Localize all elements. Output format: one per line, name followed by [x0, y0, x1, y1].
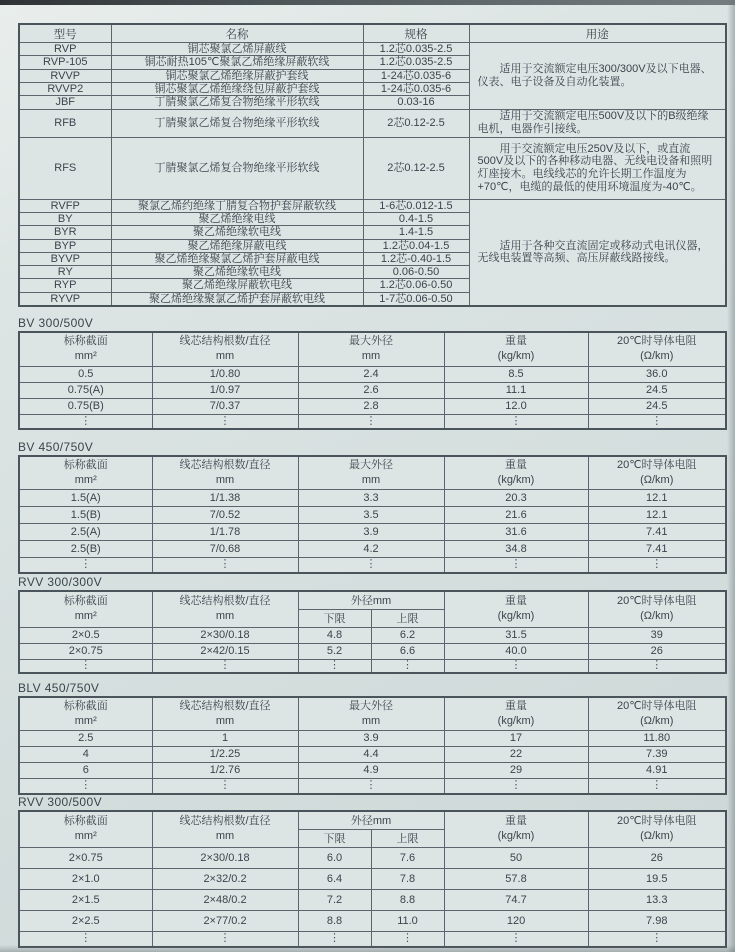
ellipsis-mark: ⋮ — [298, 557, 444, 573]
data-cell: 22 — [444, 746, 588, 762]
lower-limit-header: 下限 — [298, 609, 371, 627]
column-header — [298, 456, 444, 489]
header-line2: (Ω/km) — [640, 610, 674, 623]
data-cell: 3.9 — [298, 730, 444, 746]
model-cell: RVVP2 — [19, 82, 111, 95]
data-cell: 6.0 — [298, 847, 371, 868]
data-cell: 11.1 — [444, 382, 588, 398]
ellipsis-mark: ⋮ — [444, 557, 588, 573]
model-cell: RVVP — [19, 69, 111, 82]
header-row — [19, 811, 726, 829]
ellipsis-mark: ⋮ — [444, 414, 588, 429]
data-cell: 8.8 — [298, 910, 371, 931]
column-header — [19, 591, 152, 627]
column-header — [298, 697, 444, 730]
column-header — [444, 811, 588, 847]
header-line1: 线芯结构根数/直径 — [179, 595, 271, 608]
data-cell: 2×42/0.15 — [152, 643, 298, 659]
header-line2: mm — [215, 610, 235, 623]
spec-cell: 2芯0.12-2.5 — [363, 109, 469, 137]
data-cell: 19.5 — [588, 868, 726, 889]
column-header — [19, 811, 152, 847]
data-cell: 40.0 — [444, 643, 588, 659]
data-row — [19, 730, 726, 746]
data-cell: 2×1.5 — [19, 889, 152, 910]
data-cell: 4.9 — [298, 762, 444, 778]
data-cell: 2.8 — [298, 398, 444, 414]
usage-text: 用于交流额定电压250V及以下，或直流500V及以下的各种移动电器、无线电设备和照明灯座接木。电线线芯的允许长期工作温度为+70℃，电缆的最低的使用环境温度为-40℃。 — [477, 142, 713, 193]
data-cell: 20.3 — [444, 489, 588, 506]
ellipsis-mark: ⋮ — [152, 778, 298, 794]
ellipsis-mark: ⋮ — [19, 778, 152, 794]
model-cell: RY — [19, 266, 111, 279]
data-row — [19, 540, 726, 557]
lower-limit-header: 下限 — [298, 829, 371, 847]
section-title: BLV 450/750V — [18, 681, 100, 695]
data-cell: 1 — [152, 730, 298, 746]
header-line2: mm² — [74, 714, 97, 727]
header-line1: 重量 — [505, 458, 527, 471]
model-cell: RYVP — [19, 292, 111, 306]
spec-data-table — [18, 810, 727, 948]
name-cell: 丁腈聚氯乙烯复合物绝缘平形软线 — [111, 96, 363, 109]
spec-cell: 0.4-1.5 — [363, 212, 469, 225]
data-cell: 2×30/0.18 — [152, 847, 298, 868]
data-cell: 1.5(B) — [19, 506, 152, 523]
data-cell: 7.41 — [588, 523, 726, 540]
name-cell: 铜芯聚氯乙烯屏蔽线 — [111, 43, 363, 56]
data-cell: 26 — [588, 643, 726, 659]
data-cell: 24.5 — [588, 382, 726, 398]
usage-cell — [469, 109, 726, 137]
header-line1: 线芯结构根数/直径 — [179, 458, 271, 471]
spec-data-table — [18, 331, 727, 430]
data-cell: 2×0.75 — [19, 847, 152, 868]
data-cell: 7.8 — [371, 868, 444, 889]
column-header — [152, 456, 298, 489]
spec-cell: 1.4-1.5 — [363, 226, 469, 239]
header-line1: 重量 — [505, 815, 528, 828]
header-line1: 标称截面 — [63, 458, 108, 471]
data-cell: 5.2 — [298, 643, 371, 659]
ellipsis-mark: ⋮ — [152, 557, 298, 573]
header-line1: 标称截面 — [63, 595, 108, 608]
data-cell: 11.0 — [371, 910, 444, 931]
column-header — [19, 332, 152, 366]
top-table-row — [19, 43, 726, 56]
ellipsis-mark: ⋮ — [152, 414, 298, 429]
continuation-row — [19, 557, 726, 573]
ellipsis-mark: ⋮ — [444, 931, 588, 947]
header-line2: mm² — [74, 350, 97, 363]
data-cell: 29 — [444, 762, 588, 778]
top-table-header-cell: 规格 — [363, 24, 469, 43]
data-cell: 0.5 — [19, 366, 152, 382]
spec-data-table — [18, 696, 727, 795]
header-line1: 最大外径 — [349, 458, 393, 471]
data-cell: 26 — [588, 847, 726, 868]
data-row — [19, 382, 726, 398]
data-row — [19, 523, 726, 540]
header-line2: mm — [361, 714, 381, 727]
spec-data-table — [18, 590, 727, 674]
header-line2: (Ω/km) — [640, 350, 674, 363]
ellipsis-mark: ⋮ — [588, 557, 726, 573]
header-line1: 线芯结构根数/直径 — [179, 815, 271, 828]
data-cell: 7.39 — [588, 746, 726, 762]
name-cell: 铜芯聚氯乙烯绝缘屏蔽护套线 — [111, 69, 363, 82]
upper-limit-header: 上限 — [371, 829, 444, 847]
data-cell: 4 — [19, 746, 152, 762]
name-cell: 聚氯乙烯约绝缘丁腈复合物护套屏蔽软线 — [111, 199, 363, 212]
data-cell: 7/0.52 — [152, 506, 298, 523]
ellipsis-mark: ⋮ — [371, 659, 444, 673]
header-line2: (kg/km) — [497, 350, 535, 363]
scan-edge-top — [0, 0, 735, 5]
scan-edge-right — [727, 0, 735, 952]
name-cell: 聚乙烯绝缘屏蔽软电线 — [111, 279, 363, 292]
header-line1: 重量 — [505, 595, 528, 608]
model-cell: RVP-105 — [19, 56, 111, 69]
data-cell: 2.4 — [298, 366, 444, 382]
data-cell: 3.5 — [298, 506, 444, 523]
column-header — [152, 591, 298, 627]
ellipsis-mark: ⋮ — [298, 778, 444, 794]
data-cell: 12.0 — [444, 398, 588, 414]
data-cell: 17 — [444, 730, 588, 746]
data-cell: 6.6 — [371, 643, 444, 659]
name-cell: 铜芯聚氯乙烯绝缘绕包屏蔽护套线 — [111, 82, 363, 95]
data-cell: 2×2.5 — [19, 910, 152, 931]
top-table-header-cell: 用途 — [469, 24, 726, 43]
ellipsis-mark: ⋮ — [588, 414, 726, 429]
header-line2: mm — [361, 350, 381, 363]
data-cell: 7/0.37 — [152, 398, 298, 414]
top-table-row — [19, 109, 726, 137]
data-cell: 21.6 — [444, 506, 588, 523]
ellipsis-mark: ⋮ — [19, 414, 152, 429]
ellipsis-mark: ⋮ — [298, 659, 371, 673]
data-cell: 12.1 — [588, 489, 726, 506]
header-row — [19, 456, 726, 489]
spec-cell: 1-24芯0.035-6 — [363, 82, 469, 95]
top-table-header-row — [19, 24, 726, 43]
data-cell: 2×48/0.2 — [152, 889, 298, 910]
data-cell: 7.2 — [298, 889, 371, 910]
spec-cell: 1.2芯0.035-2.5 — [363, 43, 469, 56]
diameter-header: 外径mm — [298, 811, 444, 829]
data-row — [19, 643, 726, 659]
data-cell: 120 — [444, 910, 588, 931]
name-cell: 聚乙烯绝缘屏蔽电线 — [111, 239, 363, 252]
data-cell: 8.5 — [444, 366, 588, 382]
model-cell: JBF — [19, 96, 111, 109]
name-cell: 聚乙烯绝缘软电线 — [111, 226, 363, 239]
column-header — [588, 332, 726, 366]
header-line2: mm — [215, 473, 235, 486]
header-row — [19, 697, 726, 730]
data-cell: 7.41 — [588, 540, 726, 557]
section-title: BV 450/750V — [18, 440, 94, 454]
top-table-row — [19, 137, 726, 199]
data-cell: 36.0 — [588, 366, 726, 382]
section-title: RVV 300/300V — [18, 575, 102, 589]
header-line1: 20℃时导体电阻 — [616, 458, 697, 471]
header-line2: (Ω/km) — [640, 714, 674, 727]
name-cell: 聚乙烯绝缘软电线 — [111, 266, 363, 279]
data-cell: 2×30/0.18 — [152, 627, 298, 643]
data-cell: 4.4 — [298, 746, 444, 762]
column-header — [588, 811, 726, 847]
data-cell: 0.75(A) — [19, 382, 152, 398]
data-row — [19, 847, 726, 868]
spec-cell: 0.03-16 — [363, 96, 469, 109]
column-header — [19, 456, 152, 489]
top-table-header-cell: 名称 — [111, 24, 363, 43]
header-line2: mm — [215, 714, 235, 727]
ellipsis-mark: ⋮ — [19, 659, 152, 673]
header-line2: (Ω/km) — [640, 473, 674, 486]
data-cell: 74.7 — [444, 889, 588, 910]
data-row — [19, 489, 726, 506]
ellipsis-mark: ⋮ — [19, 931, 152, 947]
data-cell: 4.8 — [298, 627, 371, 643]
column-header — [444, 456, 588, 489]
column-header — [588, 456, 726, 489]
data-cell: 12.1 — [588, 506, 726, 523]
upper-limit-header: 上限 — [371, 609, 444, 627]
header-line2: mm² — [74, 830, 97, 843]
top-table-row — [19, 199, 726, 212]
data-cell: 0.75(B) — [19, 398, 152, 414]
data-cell: 1/2.76 — [152, 762, 298, 778]
data-cell: 6.2 — [371, 627, 444, 643]
data-cell: 1/1.78 — [152, 523, 298, 540]
ellipsis-mark: ⋮ — [588, 931, 726, 947]
header-row — [19, 591, 726, 609]
header-line1: 重量 — [505, 699, 527, 712]
header-line1: 线芯结构根数/直径 — [179, 699, 271, 712]
spec-cell: 2芯0.12-2.5 — [363, 137, 469, 199]
data-cell: 6.4 — [298, 868, 371, 889]
data-cell: 4.91 — [588, 762, 726, 778]
model-cell: BYP — [19, 239, 111, 252]
column-header — [588, 591, 726, 627]
spec-cell: 1.2芯0.06-0.50 — [363, 279, 469, 292]
name-cell: 铜芯耐热105℃聚氯乙烯绝缘屏蔽软线 — [111, 56, 363, 69]
data-cell: 24.5 — [588, 398, 726, 414]
name-cell: 聚乙烯绝缘电线 — [111, 212, 363, 225]
data-row — [19, 506, 726, 523]
model-cell: RFB — [19, 109, 111, 137]
data-cell: 11.80 — [588, 730, 726, 746]
ellipsis-mark: ⋮ — [371, 931, 444, 947]
continuation-row — [19, 414, 726, 429]
data-row — [19, 868, 726, 889]
model-cell: RVFP — [19, 199, 111, 212]
model-cell: BY — [19, 212, 111, 225]
data-cell: 2×0.5 — [19, 627, 152, 643]
data-cell: 3.3 — [298, 489, 444, 506]
ellipsis-mark: ⋮ — [152, 931, 298, 947]
header-line2: mm — [215, 350, 235, 363]
column-header — [444, 332, 588, 366]
data-row — [19, 746, 726, 762]
data-cell: 3.9 — [298, 523, 444, 540]
data-cell: 8.8 — [371, 889, 444, 910]
data-row — [19, 398, 726, 414]
data-cell: 34.8 — [444, 540, 588, 557]
ellipsis-mark: ⋮ — [588, 778, 726, 794]
ellipsis-mark: ⋮ — [298, 931, 371, 947]
header-line2: (kg/km) — [497, 830, 535, 843]
data-cell: 2×1.0 — [19, 868, 152, 889]
scan-edge-bottom — [0, 945, 735, 952]
ellipsis-mark: ⋮ — [444, 778, 588, 794]
column-header — [444, 591, 588, 627]
spec-cell: 1.2芯0.04-1.5 — [363, 239, 469, 252]
column-header — [588, 697, 726, 730]
data-cell: 1.5(A) — [19, 489, 152, 506]
section-title: BV 300/500V — [18, 316, 94, 330]
model-cell: RFS — [19, 137, 111, 199]
ellipsis-mark: ⋮ — [298, 414, 444, 429]
header-line1: 标称截面 — [63, 815, 108, 828]
data-cell: 2.5(B) — [19, 540, 152, 557]
usage-text: 适用于交流额定电压500V及以下的B级绝缘电机，电器作引接线。 — [477, 110, 709, 136]
top-table-header-cell: 型号 — [19, 24, 111, 43]
data-cell: 7.6 — [371, 847, 444, 868]
header-line2: mm — [361, 473, 381, 486]
data-cell: 2×0.75 — [19, 643, 152, 659]
data-row — [19, 627, 726, 643]
header-line1: 最大外径 — [349, 335, 393, 348]
header-line2: (kg/km) — [497, 610, 535, 623]
usage-text: 适用于各种交直流固定或移动式电讯仪器，无线电装置等高频、高压屏蔽线路接线。 — [477, 239, 709, 265]
column-header — [19, 697, 152, 730]
ellipsis-mark: ⋮ — [444, 659, 588, 673]
data-cell: 7/0.68 — [152, 540, 298, 557]
data-cell: 1/0.80 — [152, 366, 298, 382]
data-cell: 4.2 — [298, 540, 444, 557]
usage-cell — [469, 199, 726, 306]
data-cell: 2.6 — [298, 382, 444, 398]
model-cell: RYP — [19, 279, 111, 292]
column-header — [298, 332, 444, 366]
spec-cell: 1-7芯0.06-0.50 — [363, 292, 469, 306]
header-line1: 20℃时导体电阻 — [616, 699, 697, 712]
data-cell: 50 — [444, 847, 588, 868]
spec-cell: 1.2芯0.035-2.5 — [363, 56, 469, 69]
data-cell: 31.6 — [444, 523, 588, 540]
ellipsis-mark: ⋮ — [152, 659, 298, 673]
model-cell: RVP — [19, 43, 111, 56]
data-cell: 6 — [19, 762, 152, 778]
data-row — [19, 366, 726, 382]
data-cell: 2×77/0.2 — [152, 910, 298, 931]
column-header — [152, 811, 298, 847]
data-cell: 1/2.25 — [152, 746, 298, 762]
header-line2: mm — [215, 830, 235, 843]
header-line2: mm² — [74, 473, 97, 486]
data-cell: 2×32/0.2 — [152, 868, 298, 889]
header-line1: 20℃时导体电阻 — [616, 815, 697, 828]
column-header — [152, 697, 298, 730]
spec-cell: 1.2芯-0.40-1.5 — [363, 252, 469, 265]
name-cell: 丁腈聚氯乙烯复合物绝缘平形软线 — [111, 109, 363, 137]
header-line1: 20℃时导体电阻 — [616, 595, 697, 608]
header-line2: (kg/km) — [497, 473, 535, 486]
name-cell: 聚乙烯绝缘聚氯乙烯护套屏蔽电线 — [111, 252, 363, 265]
data-cell: 31.5 — [444, 627, 588, 643]
column-header — [152, 332, 298, 366]
header-line2: mm² — [74, 610, 97, 623]
spec-cell: 1-6芯0.012-1.5 — [363, 199, 469, 212]
spec-cell: 1-24芯0.035-6 — [363, 69, 469, 82]
data-cell: 39 — [588, 627, 726, 643]
header-line1: 20℃时导体电阻 — [616, 335, 697, 348]
data-cell: 57.8 — [444, 868, 588, 889]
header-line2: (kg/km) — [497, 714, 535, 727]
header-line1: 线芯结构根数/直径 — [179, 335, 271, 348]
data-cell: 13.3 — [588, 889, 726, 910]
data-cell: 1/1.38 — [152, 489, 298, 506]
header-line1: 最大外径 — [349, 699, 393, 712]
name-cell: 聚乙烯绝缘聚氯乙烯护套屏蔽软电线 — [111, 292, 363, 306]
data-cell: 7.98 — [588, 910, 726, 931]
header-line1: 标称截面 — [63, 335, 108, 348]
usage-text: 适用于交流额定电压300/300V及以下电器、仪表、电子设备及自动化装置。 — [477, 63, 712, 88]
wire-model-table — [18, 23, 727, 307]
header-line1: 标称截面 — [63, 699, 108, 712]
data-cell: 2.5(A) — [19, 523, 152, 540]
model-cell: BYR — [19, 226, 111, 239]
data-row — [19, 889, 726, 910]
data-row — [19, 762, 726, 778]
data-cell: 2.5 — [19, 730, 152, 746]
ellipsis-mark: ⋮ — [588, 659, 726, 673]
column-header — [444, 697, 588, 730]
section-title: RVV 300/500V — [18, 795, 102, 809]
usage-cell — [469, 43, 726, 110]
header-line2: (Ω/km) — [640, 830, 674, 843]
usage-cell — [469, 137, 726, 199]
name-cell: 丁腈聚氯乙烯复合物绝缘平形软线 — [111, 137, 363, 199]
data-row — [19, 910, 726, 931]
ellipsis-mark: ⋮ — [19, 557, 152, 573]
spec-data-table — [18, 455, 727, 574]
diameter-header: 外径mm — [298, 591, 444, 609]
continuation-row — [19, 778, 726, 794]
data-cell: 1/0.97 — [152, 382, 298, 398]
continuation-row — [19, 659, 726, 673]
header-line1: 重量 — [505, 335, 527, 348]
model-cell: BYVP — [19, 252, 111, 265]
header-row — [19, 332, 726, 366]
spec-cell: 0.06-0.50 — [363, 266, 469, 279]
